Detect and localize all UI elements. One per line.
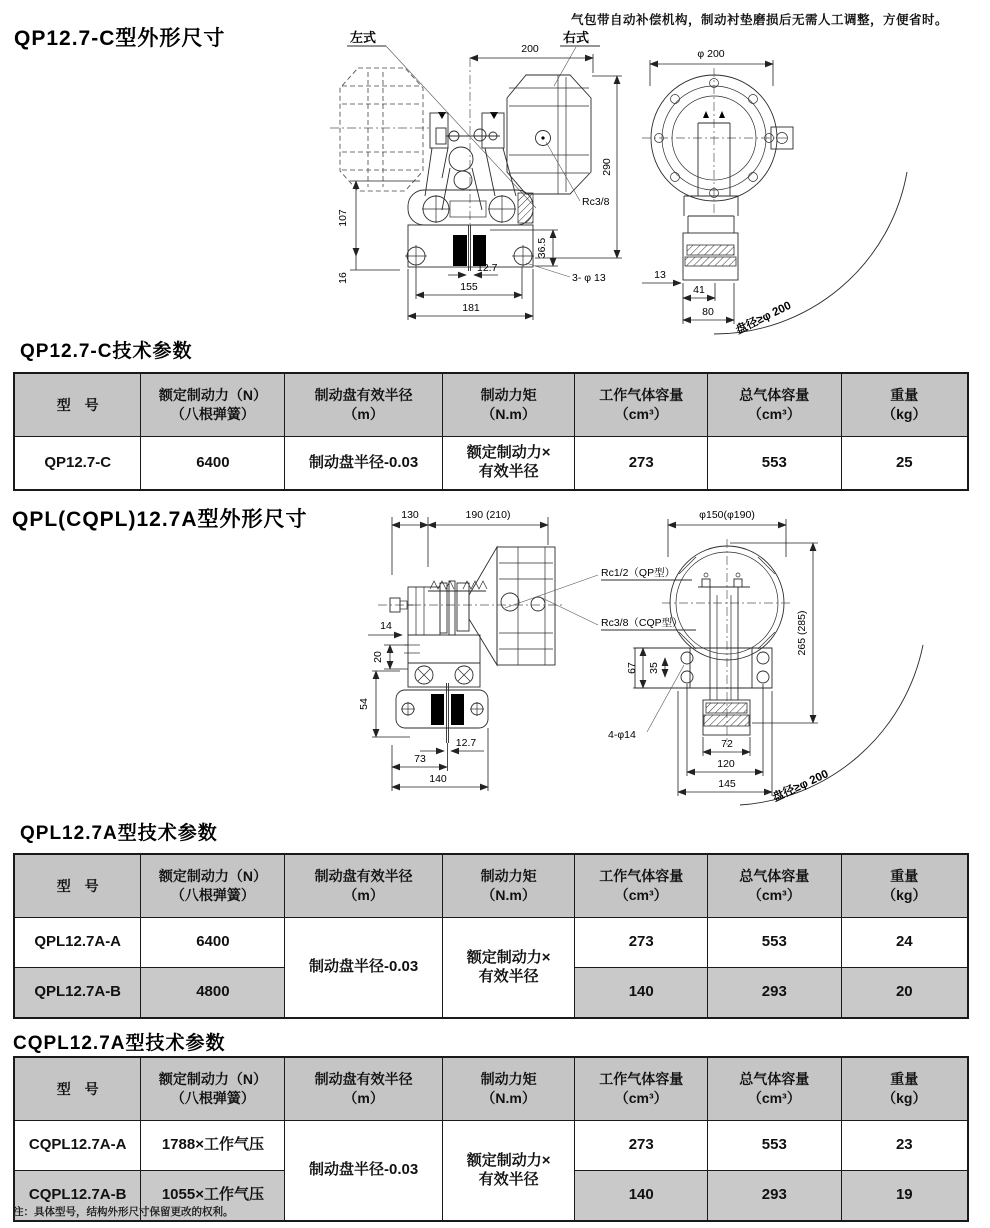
- table-row: [14, 1121, 968, 1171]
- table-row: [14, 437, 968, 491]
- dim-4xd14: 4-φ14: [608, 729, 636, 741]
- cell-torque: 额定制动力× 有效半径: [442, 437, 575, 491]
- dim-14: 14: [380, 620, 392, 632]
- cell-work-volume: 140: [575, 1171, 708, 1222]
- cell-force: 4800: [141, 968, 285, 1019]
- table-header-row: [14, 373, 968, 437]
- cell-total-volume: 553: [708, 1121, 842, 1171]
- cell-work-volume: 140: [575, 968, 708, 1019]
- th-torque: 制动力矩 （N.m）: [442, 1057, 575, 1121]
- caliper-side-view: [405, 58, 534, 271]
- th-radius: 制动盘有效半径 （m）: [285, 1057, 442, 1121]
- cell-model: CQPL12.7A-A: [14, 1121, 141, 1171]
- dim-145: 145: [718, 778, 736, 790]
- th-total-volume: 总气体容量 （cm³）: [708, 854, 842, 918]
- qp127c-spec-table: [13, 372, 969, 491]
- cell-radius: 制动盘半径-0.03: [285, 437, 442, 491]
- dim-12-7: 12.7: [477, 262, 498, 274]
- footnote: 注：具体型号，结构外形尺寸保留更改的权利。: [13, 1206, 234, 1218]
- cell-model: CQPL12.7A-B: [14, 1171, 141, 1222]
- cell-weight: 24: [841, 918, 968, 968]
- cell-force: 6400: [141, 437, 285, 491]
- cell-torque-merged: 额定制动力× 有效半径: [442, 1121, 575, 1222]
- cell-work-volume: 273: [575, 437, 708, 491]
- section-title-cqpl127a-params: CQPL12.7A型技术参数: [13, 1033, 226, 1054]
- cell-total-volume: 293: [708, 968, 842, 1019]
- cell-total-volume: 553: [708, 437, 842, 491]
- dim-35: 35: [648, 662, 660, 674]
- dim-73: 73: [414, 753, 426, 765]
- th-work-volume: 工作气体容量 （cm³）: [575, 854, 708, 918]
- dim-107: 107: [337, 209, 349, 227]
- th-weight: 重量 （kg）: [841, 373, 968, 437]
- disc-right: [507, 75, 591, 194]
- cell-radius-merged: 制动盘半径-0.03: [285, 1121, 442, 1222]
- left-type-label: 左式: [350, 30, 377, 45]
- cell-force: 6400: [141, 918, 285, 968]
- section-title-qp127c-params: QP12.7-C技术参数: [20, 341, 193, 362]
- dim-3xd13: 3- φ 13: [572, 272, 606, 284]
- th-work-volume: 工作气体容量 （cm³）: [575, 373, 708, 437]
- th-force: 额定制动力（N） （八根弹簧）: [141, 854, 285, 918]
- dim-80: 80: [702, 306, 714, 318]
- dim-flange-200: φ 200: [697, 48, 725, 60]
- dim-54: 54: [358, 698, 370, 710]
- th-torque: 制动力矩 （N.m）: [442, 854, 575, 918]
- dim-72: 72: [721, 738, 733, 750]
- th-total-volume: 总气体容量 （cm³）: [708, 373, 842, 437]
- dim-200: 200: [521, 43, 539, 55]
- thread-qp-label: Rc1/2（QP型）: [601, 567, 676, 579]
- flange-front-view: [642, 68, 793, 280]
- th-model: 型 号: [14, 1057, 141, 1121]
- cell-work-volume: 273: [575, 918, 708, 968]
- qpl127a-spec-table: [13, 853, 969, 1019]
- dim-thread-rc38: Rc3/8: [582, 196, 610, 208]
- th-model: 型 号: [14, 373, 141, 437]
- dim-13: 13: [654, 269, 666, 281]
- th-work-volume: 工作气体容量 （cm³）: [575, 1057, 708, 1121]
- th-force: 额定制动力（N） （八根弹簧）: [141, 1057, 285, 1121]
- dim-155: 155: [460, 281, 478, 293]
- section-title-qpl127a-params: QPL12.7A型技术参数: [20, 823, 218, 844]
- table-row: [14, 918, 968, 968]
- cell-weight: 20: [841, 968, 968, 1019]
- cell-radius-merged: 制动盘半径-0.03: [285, 918, 442, 1019]
- dim-67: 67: [626, 662, 638, 674]
- dim-290: 290: [601, 158, 613, 176]
- disc-diameter-note-b: 盘径≥φ 200: [771, 768, 831, 805]
- cqpl127a-spec-table: [13, 1056, 969, 1222]
- thread-cqp-label: Rc3/8（CQP型）: [601, 617, 683, 629]
- dim-16: 16: [337, 272, 349, 284]
- section-title-qpl127a-dimensions: QPL(CQPL)12.7A型外形尺寸: [12, 508, 308, 531]
- table-header-row: [14, 854, 968, 918]
- dim-181: 181: [462, 302, 480, 314]
- cell-total-volume: 293: [708, 1171, 842, 1222]
- th-weight: 重量 （kg）: [841, 854, 968, 918]
- cell-model: QPL12.7A-B: [14, 968, 141, 1019]
- cell-torque-merged: 额定制动力× 有效半径: [442, 918, 575, 1019]
- th-torque: 制动力矩 （N.m）: [442, 373, 575, 437]
- disc-diameter-note: 盘径≥φ 200: [734, 299, 794, 337]
- section-title-qp127c-dimensions: QP12.7-C型外形尺寸: [14, 27, 226, 50]
- dim-12-7-b: 12.7: [455, 737, 477, 749]
- dim-36-5: 36.5: [536, 237, 548, 259]
- drawing-qpl127a: [350, 505, 990, 810]
- dim-265-285: 265 (285): [796, 610, 808, 656]
- th-radius: 制动盘有效半径 （m）: [285, 373, 442, 437]
- th-radius: 制动盘有效半径 （m）: [285, 854, 442, 918]
- th-total-volume: 总气体容量 （cm³）: [708, 1057, 842, 1121]
- th-model: 型 号: [14, 854, 141, 918]
- cell-force: 1788×工作气压: [141, 1121, 285, 1171]
- dim-140: 140: [429, 773, 447, 785]
- cell-weight: 19: [841, 1171, 968, 1222]
- right-type-label: 右式: [563, 30, 590, 45]
- top-note: 气包带自动补偿机构，制动衬垫磨损后无需人工调整，方便省时。: [570, 13, 948, 27]
- table-header-row: [14, 1057, 968, 1121]
- dim-120: 120: [717, 758, 735, 770]
- th-force: 额定制动力（N） （八根弹簧）: [141, 373, 285, 437]
- cell-weight: 25: [841, 437, 968, 491]
- cell-total-volume: 553: [708, 918, 842, 968]
- dim-130: 130: [401, 509, 419, 521]
- drawing-qp127c: [330, 28, 990, 335]
- cell-force: 1055×工作气压: [141, 1171, 285, 1222]
- dim-flange-150-190: φ150(φ190): [699, 509, 755, 521]
- cell-work-volume: 273: [575, 1121, 708, 1171]
- th-weight: 重量 （kg）: [841, 1057, 968, 1121]
- cell-model: QPL12.7A-A: [14, 918, 141, 968]
- disc-ghost-left: [330, 68, 432, 191]
- dim-20: 20: [372, 651, 384, 663]
- dim-190-210: 190 (210): [465, 509, 511, 521]
- cell-weight: 23: [841, 1121, 968, 1171]
- dim-41: 41: [693, 284, 705, 296]
- cell-model: QP12.7-C: [14, 437, 141, 491]
